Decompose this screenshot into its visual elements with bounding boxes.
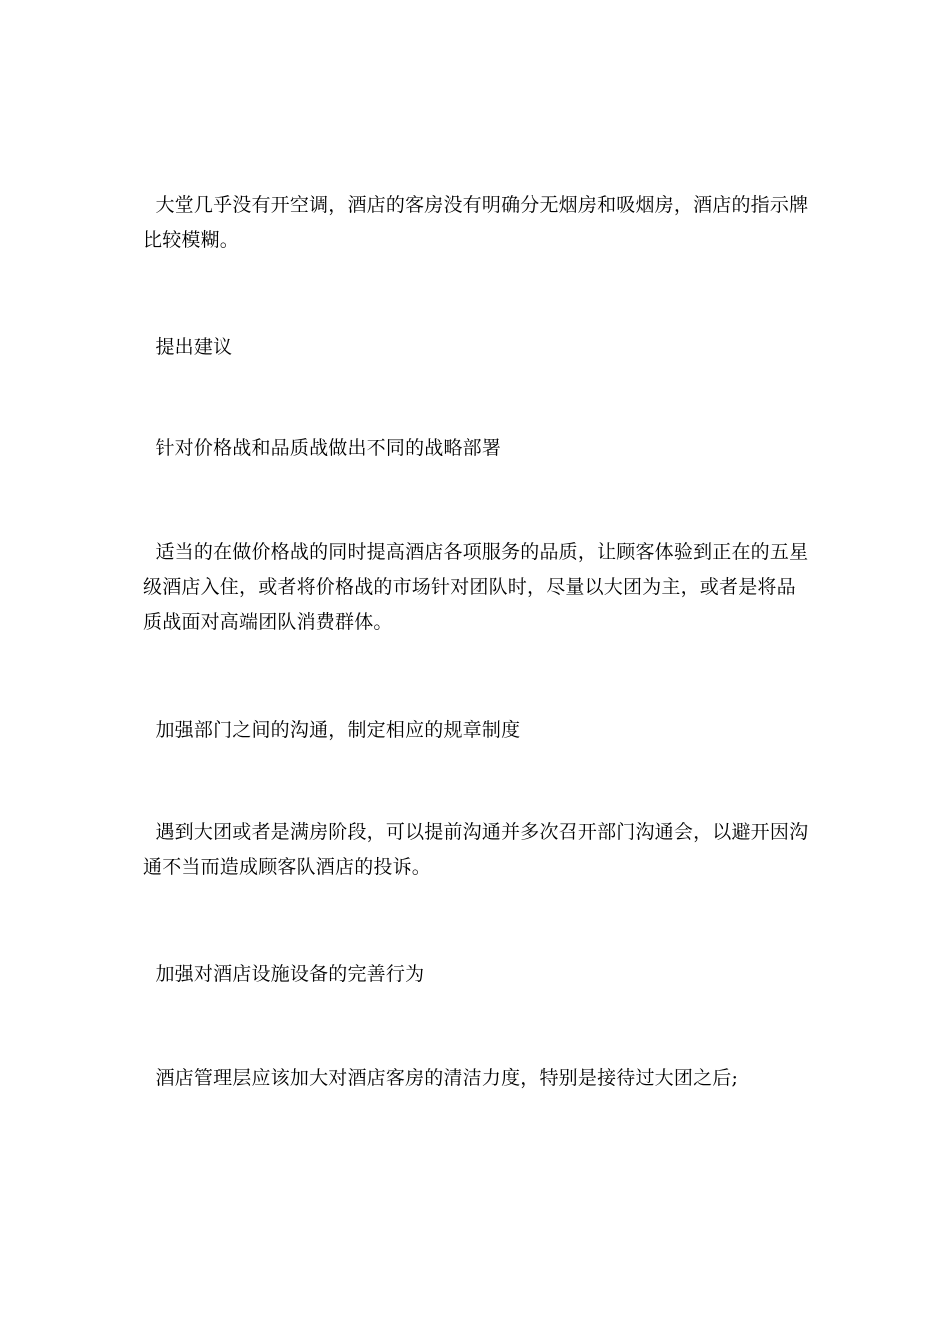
subheading-communication: 加强部门之间的沟通，制定相应的规章制度: [143, 719, 521, 741]
heading-suggestions: 提出建议: [143, 336, 233, 358]
paragraph-communication: 遇到大团或者是满房阶段，可以提前沟通并多次召开部门沟通会，以避开因沟通不当而造成顾客队酒店的投诉。: [143, 821, 809, 878]
subheading-facilities: 加强对酒店设施设备的完善行为: [143, 963, 425, 985]
paragraph-strategy: 适当的在做价格战的同时提高酒店各项服务的品质，让顾客体验到正在的五星级酒店入住，或者将价格战的市场针对团队时，尽量以大团为主，或者是将品质战面对高端团队消费群体。: [143, 541, 809, 633]
subheading-strategy: 针对价格战和品质战做出不同的战略部署: [143, 437, 502, 459]
paragraph-lobby-issues: 大堂几乎没有开空调，酒店的客房没有明确分无烟房和吸烟房，酒店的指示牌比较模糊。: [143, 194, 809, 251]
paragraph-facilities: 酒店管理层应该加大对酒店客房的清洁力度，特别是接待过大团之后;: [143, 1067, 739, 1089]
